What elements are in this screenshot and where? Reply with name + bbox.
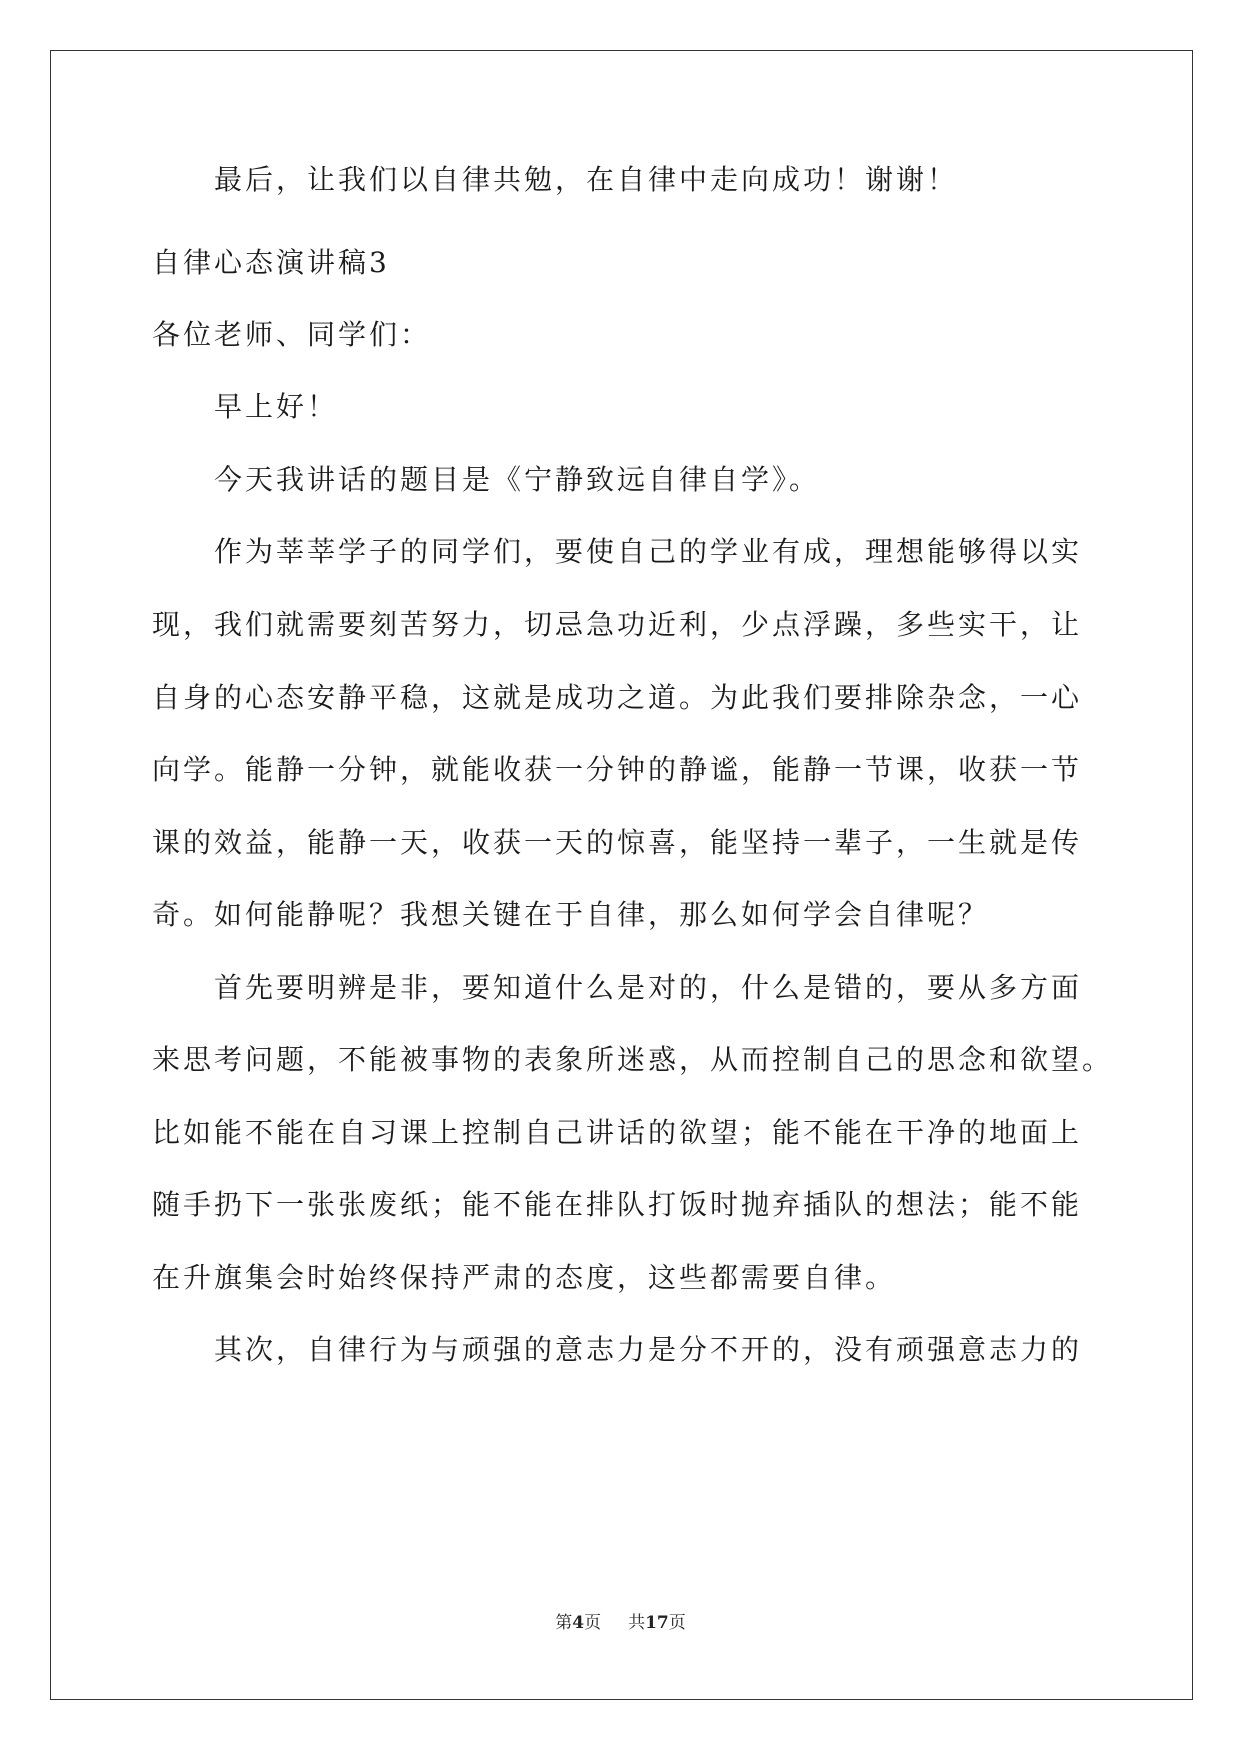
paragraph-line: 作为莘莘学子的同学们，要使自己的学业有成，理想能够得以实 (214, 535, 1083, 568)
greeting: 早上好！ (214, 390, 339, 423)
salutation: 各位老师、同学们： (152, 318, 432, 351)
paragraph-line: 最后，让我们以自律共勉，在自律中走向成功！谢谢！ (214, 163, 959, 196)
footer-total-suffix: 页 (668, 1613, 686, 1633)
footer-page-suffix: 页 (584, 1613, 602, 1633)
paragraph-line: 今天我讲话的题目是《宁静致远自律自学》。 (214, 463, 821, 496)
paragraph-line: 自身的心态安静平稳，这就是成功之道。为此我们要排除杂念，一心 (152, 681, 1083, 714)
section-title: 自律心态演讲稿3 (152, 246, 390, 279)
total-page-count: 17 (645, 1613, 669, 1633)
paragraph-line: 来思考问题，不能被事物的表象所迷惑，从而控制自己的思念和欲望。 (152, 1043, 1114, 1076)
page-footer (0, 1608, 1241, 1633)
paragraph-line: 向学。能静一分钟，就能收获一分钟的静谧，能静一节课，收获一节 (152, 753, 1083, 786)
paragraph-line: 奇。如何能静呢？我想关键在于自律，那么如何学会自律呢？ (152, 898, 990, 931)
paragraph-line: 在升旗集会时始终保持严肃的态度，这些都需要自律。 (152, 1261, 897, 1294)
current-page-number: 4 (572, 1613, 585, 1633)
paragraph-line: 课的效益，能静一天，收获一天的惊喜，能坚持一辈子，一生就是传 (152, 826, 1083, 859)
footer-total-prefix: 共 (628, 1613, 646, 1633)
paragraph-line: 其次，自律行为与顽强的意志力是分不开的，没有顽强意志力的 (214, 1333, 1083, 1366)
paragraph-line: 现，我们就需要刻苦努力，切忌急功近利，少点浮躁，多些实干，让 (152, 608, 1083, 641)
page-border (50, 50, 1193, 1700)
paragraph-line: 随手扔下一张张废纸；能不能在排队打饭时抛弃插队的想法；能不能 (152, 1188, 1083, 1221)
paragraph-line: 比如能不能在自习课上控制自己讲话的欲望；能不能在干净的地面上 (152, 1116, 1083, 1149)
paragraph-line: 首先要明辨是非，要知道什么是对的，什么是错的，要从多方面 (214, 971, 1083, 1004)
footer-prefix: 第 (555, 1613, 573, 1633)
